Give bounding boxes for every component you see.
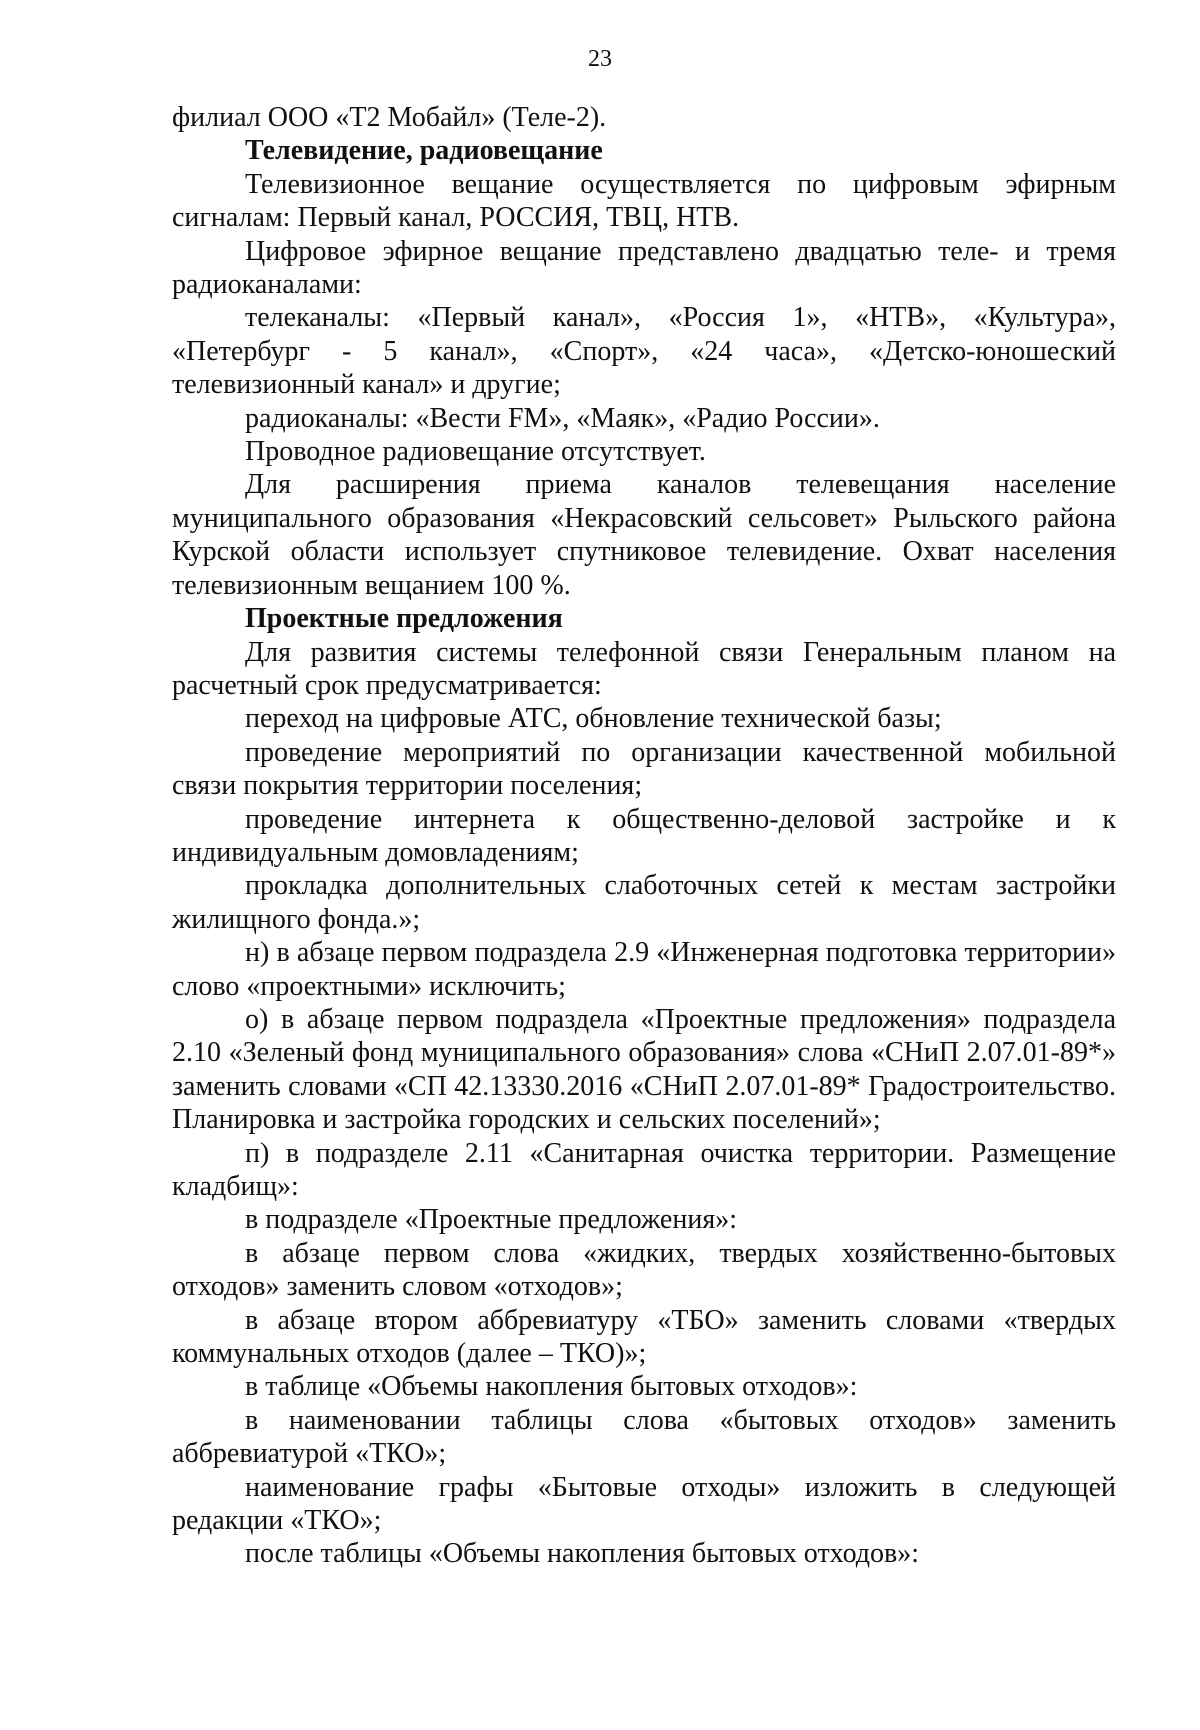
- page-number: 23: [588, 46, 612, 72]
- paragraph: в абзаце втором аббревиатуру «ТБО» заменить словами «твердых коммунальных отходов (далее – ТКО)»;: [172, 1304, 1116, 1370]
- paragraph: в таблице «Объемы накопления бытовых отходов»:: [245, 1371, 858, 1403]
- paragraph: переход на цифровые АТС, обновление технической базы;: [245, 703, 942, 735]
- paragraph: радиоканалы: «Вести FM», «Маяк», «Радио России».: [245, 402, 880, 434]
- document-body: [172, 101, 1116, 1571]
- paragraph: Цифровое эфирное вещание представлено двадцатью теле- и тремя радиоканалами:: [172, 235, 1116, 301]
- paragraph: в подразделе «Проектные предложения»:: [245, 1204, 737, 1236]
- paragraph: проведение мероприятий по организации качественной мобильной связи покрытия территории поселения;: [172, 736, 1116, 802]
- paragraph: в абзаце первом слова «жидких, твердых хозяйственно-бытовых отходов» заменить словом «отходов»;: [172, 1237, 1116, 1303]
- paragraph: н) в абзаце первом подраздела 2.9 «Инженерная подготовка территории» слово «проектными» исключить;: [172, 937, 1116, 1002]
- paragraph: Проводное радиовещание отсутствует.: [245, 436, 706, 468]
- section-heading: Проектные предложения: [245, 603, 563, 635]
- paragraph: Телевизионное вещание осуществляется по цифровым эфирным сигналам: Первый канал, РОССИЯ, ТВЦ, НТВ.: [172, 168, 1116, 234]
- paragraph: телеканалы: «Первый канал», «Россия 1», «НТВ», «Культура», «Петербург - 5 канал», «Спорт», «24 часа», «Детско-юношеский телевизионный канал» и другие;: [172, 302, 1116, 401]
- paragraph: Для развития системы телефонной связи Генеральным планом на расчетный срок предусматривается:: [172, 636, 1116, 701]
- paragraph: после таблицы «Объемы накопления бытовых отходов»:: [245, 1538, 920, 1570]
- paragraph: о) в абзаце первом подраздела «Проектные предложения» подраздела 2.10 «Зеленый фонд муниципального образования» слова «СНиП 2.07.01-89*» заменить словами «СП 42.13330.2016 «СНиП 2.07.01-89* Градостроительство. Планировка и застройка городских и сельских поселений»;: [172, 1003, 1116, 1136]
- paragraph: проведение интернета к общественно-деловой застройке и к индивидуальным домовладениям;: [172, 803, 1116, 868]
- paragraph: филиал ООО «Т2 Мобайл» (Теле-2).: [172, 102, 607, 133]
- section-heading: Телевидение, радиовещание: [245, 135, 603, 167]
- paragraph: п) в подразделе 2.11 «Санитарная очистка территории. Размещение кладбищ»:: [172, 1137, 1116, 1202]
- paragraph: прокладка дополнительных слаботочных сетей к местам застройки жилищного фонда.»;: [172, 870, 1116, 935]
- paragraph: в наименовании таблицы слова «бытовых отходов» заменить аббревиатурой «ТКО»;: [172, 1404, 1116, 1470]
- paragraph: наименование графы «Бытовые отходы» изложить в следующей редакции «ТКО»;: [172, 1471, 1116, 1537]
- paragraph: Для расширения приема каналов телевещания население муниципального образования «Некрасовский сельсовет» Рыльского района Курской области использует спутниковое телевидение. Охват населения телевизионным вещанием 100 %.: [172, 469, 1116, 601]
